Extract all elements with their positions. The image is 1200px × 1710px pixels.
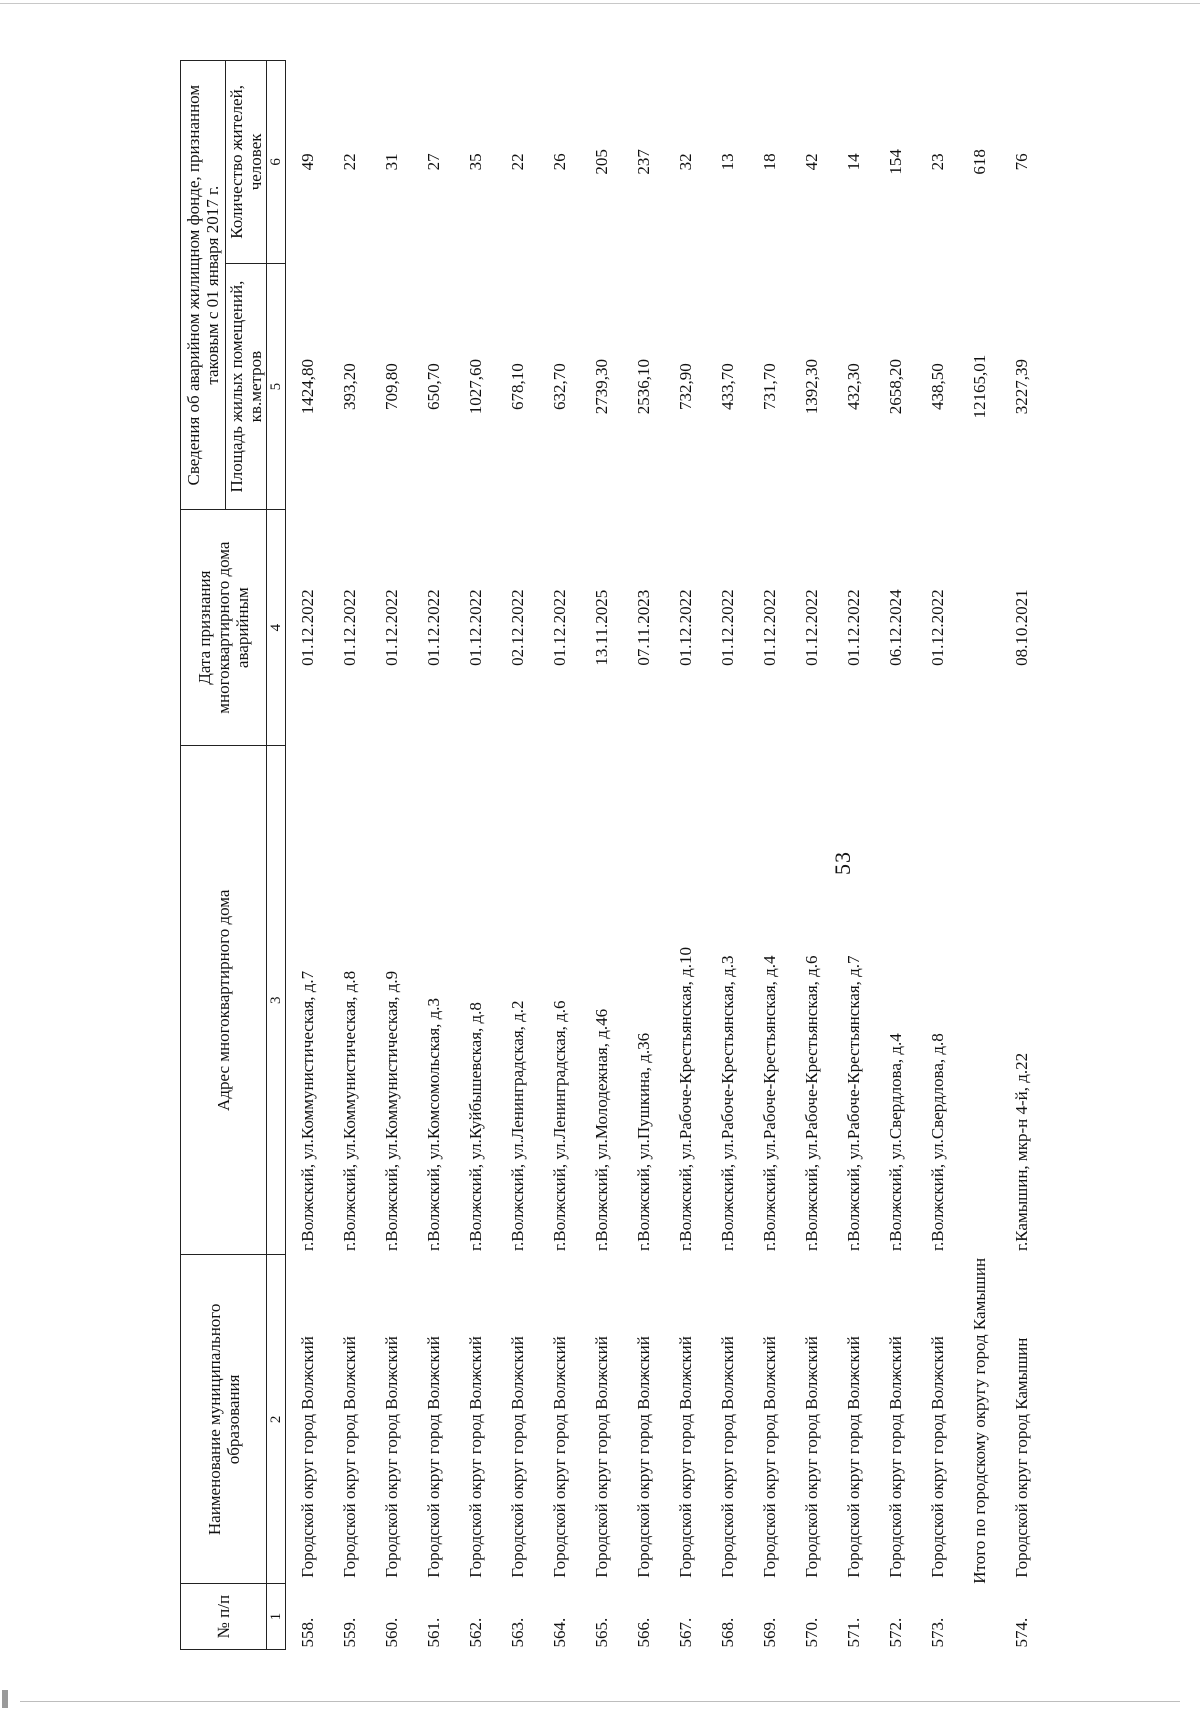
municipality-cell: Городской округ город Волжский <box>423 1336 443 1578</box>
table-row <box>664 61 706 1650</box>
table-row <box>580 61 622 1650</box>
table-row <box>706 61 748 1650</box>
row-number: 572. <box>885 1617 905 1648</box>
row-number: 569. <box>759 1617 779 1648</box>
municipality-cell: Городской округ город Волжский <box>675 1336 695 1578</box>
recognition-date-cell: 01.12.2022 <box>927 589 947 666</box>
table-body <box>286 61 1043 1650</box>
recognition-date-cell <box>958 510 1000 746</box>
address-cell: г.Волжский, ул.Рабоче-Крестьянская, д.10 <box>675 946 695 1251</box>
header-recognition-date: Дата признания многоквартирного дома аварийным <box>181 510 267 746</box>
page-number: 53 <box>830 851 855 875</box>
residents-cell: 618 <box>969 149 989 175</box>
table-row <box>874 61 916 1650</box>
residents-cell: 49 <box>297 153 317 171</box>
table-row <box>412 61 454 1650</box>
municipality-cell: Городской округ город Волжский <box>507 1336 527 1578</box>
table-row <box>370 61 412 1650</box>
area-cell: 433,70 <box>717 363 737 410</box>
area-cell: 1424,80 <box>297 358 317 415</box>
row-number: 570. <box>801 1617 821 1648</box>
emergency-housing-table-wrapper <box>180 60 1042 1650</box>
area-cell: 731,70 <box>759 363 779 410</box>
municipality-cell: Городской округ город Волжский <box>927 1336 947 1578</box>
residents-cell: 22 <box>507 153 527 171</box>
column-number: 2 <box>267 1255 286 1584</box>
table-row <box>286 61 329 1650</box>
row-number: 559. <box>339 1617 359 1648</box>
row-number: 560. <box>381 1617 401 1648</box>
emergency-housing-table <box>180 60 1042 1650</box>
address-cell: г.Волжский, ул.Рабоче-Крестьянская, д.3 <box>717 955 737 1251</box>
recognition-date-cell: 07.11.2023 <box>633 589 653 666</box>
header-municipality: Наименование муниципального образования <box>181 1255 267 1584</box>
residents-cell: 14 <box>843 153 863 171</box>
recognition-date-cell: 01.12.2022 <box>759 589 779 666</box>
table-row <box>916 61 958 1650</box>
municipality-cell: Итого по городскому округу город Камышин <box>969 1257 989 1584</box>
residents-cell: 27 <box>423 153 443 171</box>
area-cell: 2658,20 <box>885 358 905 415</box>
row-number: 562. <box>465 1617 485 1648</box>
table-row <box>790 61 832 1650</box>
address-cell: г.Волжский, ул.Пушкина, д.36 <box>633 1032 653 1251</box>
recognition-date-cell: 01.12.2022 <box>297 589 317 666</box>
municipality-cell: Городской округ город Волжский <box>801 1336 821 1578</box>
recognition-date-cell: 01.12.2022 <box>381 589 401 666</box>
recognition-date-cell: 08.10.2021 <box>1011 589 1031 666</box>
row-number: 563. <box>507 1617 527 1648</box>
column-number: 6 <box>267 61 286 264</box>
row-number: 574. <box>1011 1617 1031 1648</box>
recognition-date-cell: 13.11.2025 <box>591 589 611 666</box>
row-number: 564. <box>549 1617 569 1648</box>
row-number: 565. <box>591 1617 611 1648</box>
address-cell <box>958 745 1000 1255</box>
recognition-date-cell: 01.12.2022 <box>339 589 359 666</box>
municipality-cell: Городской округ город Волжский <box>549 1336 569 1578</box>
address-cell: г.Волжский, ул.Свердлова, д.4 <box>885 1033 905 1251</box>
table-row <box>454 61 496 1650</box>
row-number: 558. <box>297 1617 317 1648</box>
residents-cell: 32 <box>675 153 695 171</box>
address-cell: г.Волжский, ул.Куйбышевская, д.8 <box>465 1002 485 1251</box>
municipality-cell: Городской округ город Волжский <box>717 1336 737 1578</box>
recognition-date-cell: 01.12.2022 <box>801 589 821 666</box>
area-cell: 732,90 <box>675 363 695 410</box>
address-cell: г.Волжский, ул.Рабоче-Крестьянская, д.6 <box>801 955 821 1251</box>
recognition-date-cell: 06.12.2024 <box>885 589 905 666</box>
address-cell: г.Волжский, ул.Комсомольская, д.3 <box>423 997 443 1251</box>
address-cell: г.Волжский, ул.Ленинградская, д.6 <box>549 1000 569 1251</box>
residents-cell: 22 <box>339 153 359 171</box>
address-cell: г.Волжский, ул.Коммунистическая, д.9 <box>381 970 401 1251</box>
header-area: Площадь жилых помещений, кв.метров <box>226 263 267 510</box>
residents-cell: 13 <box>717 153 737 171</box>
recognition-date-cell: 01.12.2022 <box>675 589 695 666</box>
municipality-cell: Городской округ город Волжский <box>759 1336 779 1578</box>
residents-cell: 154 <box>885 149 905 175</box>
table-row <box>832 61 874 1650</box>
table-row <box>496 61 538 1650</box>
column-number-row <box>267 61 286 1650</box>
municipality-cell: Городской округ город Волжский <box>591 1336 611 1578</box>
address-cell: г.Волжский, ул.Коммунистическая, д.7 <box>297 970 317 1251</box>
row-number: 567. <box>675 1617 695 1648</box>
table-row <box>748 61 790 1650</box>
address-cell: г.Волжский, ул.Ленинградская, д.2 <box>507 1000 527 1251</box>
area-cell: 1027,60 <box>465 358 485 415</box>
municipality-cell: Городской округ город Волжский <box>633 1336 653 1578</box>
area-cell: 432,30 <box>843 363 863 410</box>
address-cell: г.Волжский, ул.Рабоче-Крестьянская, д.4 <box>759 955 779 1251</box>
municipality-cell: Городской округ город Волжский <box>339 1336 359 1578</box>
area-cell: 2536,10 <box>633 358 653 415</box>
row-number: 561. <box>423 1617 443 1648</box>
recognition-date-cell: 01.12.2022 <box>465 589 485 666</box>
residents-cell: 31 <box>381 153 401 171</box>
table-row <box>622 61 664 1650</box>
column-number: 4 <box>267 510 286 746</box>
address-cell: г.Волжский, ул.Рабоче-Крестьянская, д.7 <box>843 955 863 1251</box>
area-cell: 709,80 <box>381 363 401 410</box>
residents-cell: 35 <box>465 153 485 171</box>
area-cell: 393,20 <box>339 363 359 410</box>
column-number: 1 <box>267 1584 286 1650</box>
recognition-date-cell: 02.12.2022 <box>507 589 527 666</box>
address-cell: г.Камышин, мкр-н 4-й, д.22 <box>1011 1052 1031 1251</box>
recognition-date-cell: 01.12.2022 <box>423 589 443 666</box>
header-emergency-fund-group: Сведения об аварийном жилищном фонде, признанном таковым с 01 января 2017 г. <box>181 61 226 510</box>
municipality-cell: Городской округ город Волжский <box>465 1336 485 1578</box>
address-cell: г.Волжский, ул.Свердлова, д.8 <box>927 1033 947 1251</box>
residents-cell: 205 <box>591 149 611 175</box>
row-number: 573. <box>927 1617 947 1648</box>
header-number: № п/п <box>181 1584 267 1650</box>
area-cell: 632,70 <box>549 363 569 410</box>
area-cell: 12165,01 <box>969 354 989 419</box>
table-row <box>538 61 580 1650</box>
area-cell: 1392,30 <box>801 358 821 415</box>
residents-cell: 237 <box>633 149 653 175</box>
residents-cell: 76 <box>1011 153 1031 171</box>
column-number: 3 <box>267 745 286 1255</box>
column-number: 5 <box>267 263 286 510</box>
header-address: Адрес многоквартирного дома <box>181 745 267 1255</box>
area-cell: 2739,30 <box>591 358 611 415</box>
residents-cell: 18 <box>759 153 779 171</box>
address-cell: г.Волжский, ул.Молодежная, д.46 <box>591 1008 611 1251</box>
municipality-cell: Городской округ город Волжский <box>381 1336 401 1578</box>
residents-cell: 26 <box>549 153 569 171</box>
area-cell: 438,50 <box>927 363 947 410</box>
table-row <box>1000 61 1042 1650</box>
row-number: 571. <box>843 1617 863 1648</box>
municipality-cell: Городской округ город Волжский <box>843 1336 863 1578</box>
area-cell: 650,70 <box>423 363 443 410</box>
header-residents: Количество жителей, человек <box>226 61 267 264</box>
table-row <box>328 61 370 1650</box>
row-number: 568. <box>717 1617 737 1648</box>
area-cell: 678,10 <box>507 363 527 410</box>
recognition-date-cell: 01.12.2022 <box>843 589 863 666</box>
area-cell: 3227,39 <box>1011 358 1031 415</box>
table-header <box>181 61 286 1650</box>
municipality-cell: Городской округ город Волжский <box>885 1336 905 1578</box>
residents-cell: 23 <box>927 153 947 171</box>
municipality-cell: Городской округ город Камышин <box>1011 1337 1031 1578</box>
recognition-date-cell: 01.12.2022 <box>717 589 737 666</box>
row-number: 566. <box>633 1617 653 1648</box>
recognition-date-cell: 01.12.2022 <box>549 589 569 666</box>
row-number <box>958 1584 1000 1650</box>
total-row <box>958 61 1000 1650</box>
address-cell: г.Волжский, ул.Коммунистическая, д.8 <box>339 970 359 1251</box>
municipality-cell: Городской округ город Волжский <box>297 1336 317 1578</box>
residents-cell: 42 <box>801 153 821 171</box>
